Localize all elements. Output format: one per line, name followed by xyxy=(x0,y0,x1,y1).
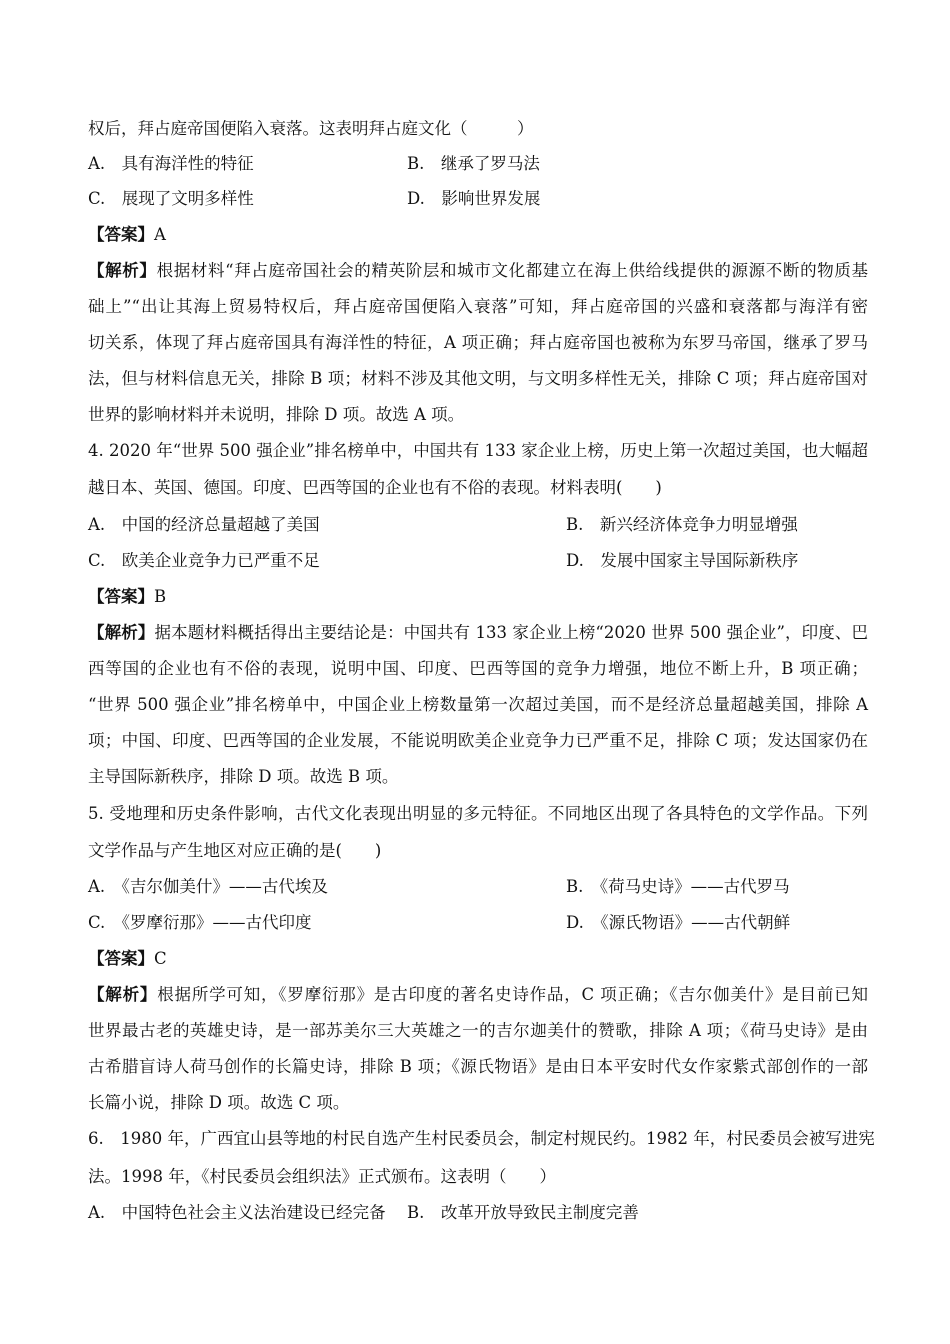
q3-analysis-line: 法，但与材料信息无关，排除 B 项；材料不涉及其他文明，与文明多样性无关，排除 C 项；拜占庭帝国对 xyxy=(88,369,868,388)
q6-stem: 法。1998 年，《村民委员会组织法》正式颁布。这表明（ ） xyxy=(88,1167,556,1186)
answer-label: 【答案】 xyxy=(88,587,154,606)
q5-answer xyxy=(88,948,868,970)
q5-option-a: A. 《吉尔伽美什》——古代埃及 xyxy=(88,877,328,896)
q3-answer xyxy=(88,224,868,246)
q3-option-a: A. 具有海洋性的特征 xyxy=(88,154,254,173)
q4-stem: 越日本、英国、德国。印度、巴西等国的企业也有不俗的表现。材料表明( ) xyxy=(88,478,662,497)
q3-analysis-line: 世界的影响材料并未说明，排除 D 项。故选 A 项。 xyxy=(88,405,465,424)
analysis-text: 据本题材料概括得出主要结论是：中国共有 133 家企业上榜“2020 世界 500 强企业”，印度、巴 xyxy=(154,623,869,642)
answer-label: 【答案】 xyxy=(88,949,154,968)
q6-option-a: A. 中国特色社会主义法治建设已经完备 xyxy=(88,1203,386,1222)
analysis-label: 【解析】 xyxy=(88,985,158,1004)
q6-stem: 6. 1980 年，广西宜山县等地的村民自选产生村民委员会，制定村规民约。1982 年，村民委员会被写进宪 xyxy=(88,1129,875,1148)
answer-value: B xyxy=(154,587,167,606)
q4-analysis-line: “世界 500 强企业”排名榜单中，中国企业上榜数量第一次超过美国，而不是经济总量超越美国，排除 A xyxy=(88,695,868,714)
answer-value: A xyxy=(154,225,166,244)
q3-stem: 权后，拜占庭帝国便陷入衰落。这表明拜占庭文化（ ） xyxy=(88,119,534,138)
q4-analysis-line xyxy=(88,622,868,644)
q4-option-d: D. 发展中国家主导国际新秩序 xyxy=(566,551,799,570)
answer-label: 【答案】 xyxy=(88,225,154,244)
answer-value: C xyxy=(154,949,167,968)
q4-analysis-line: 主导国际新秩序，排除 D 项。故选 B 项。 xyxy=(88,767,399,786)
analysis-text: 根据材料“拜占庭帝国社会的精英阶层和城市文化都建立在海上供给线提供的源源不断的物质基 xyxy=(156,261,869,280)
q4-option-a: A. 中国的经济总量超越了美国 xyxy=(88,515,320,534)
q5-option-d: D. 《源氏物语》——古代朝鲜 xyxy=(566,913,791,932)
q4-option-b: B. 新兴经济体竞争力明显增强 xyxy=(566,515,798,534)
q3-option-d: D. 影响世界发展 xyxy=(407,189,541,208)
q4-option-c: C. 欧美企业竞争力已严重不足 xyxy=(88,551,320,570)
q3-option-c: C. 展现了文明多样性 xyxy=(88,189,254,208)
q4-analysis-line: 西等国的企业也有不俗的表现，说明中国、印度、巴西等国的竞争力增强，地位不断上升，B 项正确； xyxy=(88,659,868,678)
q5-stem: 5. 受地理和历史条件影响，古代文化表现出明显的多元特征。不同地区出现了各具特色的文学作品。下列 xyxy=(88,804,868,823)
q4-stem: 4. 2020 年“世界 500 强企业”排名榜单中，中国共有 133 家企业上榜，历史上第一次超过美国，也大幅超 xyxy=(88,441,868,460)
q5-option-b: B. 《荷马史诗》——古代罗马 xyxy=(566,877,790,896)
analysis-text: 根据所学可知，《罗摩衍那》是古印度的著名史诗作品，C 项正确；《吉尔伽美什》是目前已知 xyxy=(157,985,869,1004)
q3-analysis-line: 础上”“出让其海上贸易特权后，拜占庭帝国便陷入衰落”可知，拜占庭帝国的兴盛和衰落都与海洋有密 xyxy=(88,297,868,316)
q5-analysis-line: 古希腊盲诗人荷马创作的长篇史诗，排除 B 项；《源氏物语》是由日本平安时代女作家紫式部创作的一部 xyxy=(88,1057,868,1076)
q5-analysis-line: 世界最古老的英雄史诗，是一部苏美尔三大英雄之一的吉尔迦美什的赞歌，排除 A 项；《荷马史诗》是由 xyxy=(88,1021,868,1040)
q5-option-c: C. 《罗摩衍那》——古代印度 xyxy=(88,913,312,932)
q5-stem: 文学作品与产生地区对应正确的是( ) xyxy=(88,841,382,860)
analysis-label: 【解析】 xyxy=(88,623,155,642)
q6-option-b: B. 改革开放导致民主制度完善 xyxy=(407,1203,639,1222)
q3-analysis-line xyxy=(88,260,868,282)
q3-option-b: B. 继承了罗马法 xyxy=(407,154,540,173)
q4-answer xyxy=(88,586,868,608)
analysis-label: 【解析】 xyxy=(88,261,157,280)
q3-analysis-line: 切关系，体现了拜占庭帝国具有海洋性的特征，A 项正确；拜占庭帝国也被称为东罗马帝国，继承了罗马 xyxy=(88,333,868,352)
q4-analysis-line: 项；中国、印度、巴西等国的企业发展，不能说明欧美企业竞争力已严重不足，排除 C 项；发达国家仍在 xyxy=(88,731,868,750)
q5-analysis-line xyxy=(88,984,868,1006)
q5-analysis-line: 长篇小说，排除 D 项。故选 C 项。 xyxy=(88,1093,350,1112)
